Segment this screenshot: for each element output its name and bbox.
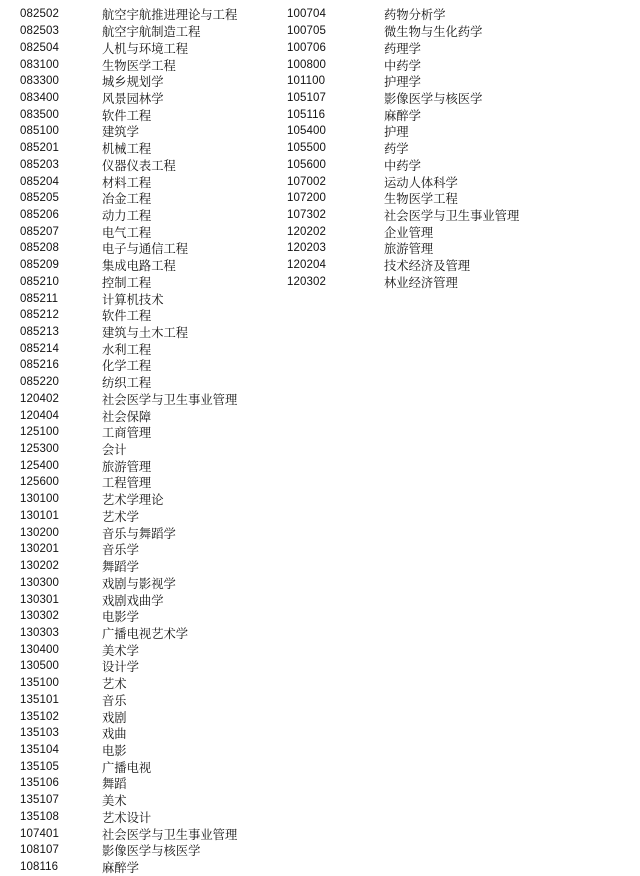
list-item — [20, 842, 237, 859]
list-item — [20, 340, 237, 357]
major-name: 中药学 — [384, 58, 421, 73]
list-item — [20, 56, 237, 73]
major-name: 航空宇航推进理论与工程 — [102, 8, 238, 23]
list-item — [20, 39, 237, 56]
major-code: 085201 — [20, 142, 59, 155]
major-code: 135100 — [20, 677, 59, 690]
list-item — [20, 558, 237, 575]
list-item — [20, 742, 237, 759]
major-code: 130201 — [20, 543, 59, 556]
major-code: 083400 — [20, 91, 59, 104]
major-code: 120202 — [287, 225, 326, 238]
list-item — [287, 56, 519, 73]
major-code: 105600 — [287, 158, 326, 171]
major-code: 083300 — [20, 75, 59, 88]
list-item — [20, 541, 237, 558]
list-item — [20, 274, 237, 291]
major-name: 化学工程 — [102, 359, 152, 374]
major-name: 艺术设计 — [102, 810, 152, 825]
major-code: 135108 — [20, 810, 59, 823]
list-item — [287, 6, 519, 23]
major-code: 082503 — [20, 25, 59, 38]
major-name: 建筑学 — [102, 125, 139, 140]
major-name: 影像医学与核医学 — [384, 91, 483, 106]
list-item — [20, 441, 237, 458]
major-name: 戏曲 — [102, 727, 127, 742]
major-name: 工商管理 — [102, 426, 152, 441]
major-code: 108116 — [20, 861, 59, 874]
list-item — [20, 190, 237, 207]
list-item — [20, 691, 237, 708]
major-name: 社会医学与卫生事业管理 — [102, 392, 238, 407]
major-code: 085210 — [20, 275, 59, 288]
list-item — [287, 223, 519, 240]
major-name: 电子与通信工程 — [102, 242, 189, 257]
list-item — [287, 173, 519, 190]
major-name: 材料工程 — [102, 175, 152, 190]
major-code: 120302 — [287, 275, 326, 288]
major-code: 107002 — [287, 175, 326, 188]
major-code: 130303 — [20, 626, 59, 639]
major-name: 人机与环境工程 — [102, 41, 189, 56]
major-name: 美术 — [102, 794, 127, 809]
list-item — [20, 758, 237, 775]
list-item — [20, 641, 237, 658]
list-item — [20, 508, 237, 525]
major-code: 130302 — [20, 610, 59, 623]
major-name: 运动人体科学 — [384, 175, 458, 190]
major-name: 微生物与生化药学 — [384, 25, 483, 40]
list-item — [20, 357, 237, 374]
list-item — [287, 190, 519, 207]
list-item — [20, 491, 237, 508]
list-item — [20, 257, 237, 274]
major-code: 130500 — [20, 660, 59, 673]
major-name: 药学 — [384, 142, 409, 157]
major-name: 生物医学工程 — [384, 192, 458, 207]
major-code: 083500 — [20, 108, 59, 121]
list-item — [287, 140, 519, 157]
major-code: 085220 — [20, 376, 59, 389]
major-name: 纺织工程 — [102, 376, 152, 391]
major-name: 药物分析学 — [384, 8, 446, 23]
major-name: 风景园林学 — [102, 91, 164, 106]
list-item — [20, 90, 237, 107]
major-code: 125400 — [20, 459, 59, 472]
major-name: 航空宇航制造工程 — [102, 25, 201, 40]
major-name: 旅游管理 — [102, 459, 152, 474]
list-item — [287, 207, 519, 224]
list-item — [20, 173, 237, 190]
major-code: 135105 — [20, 760, 59, 773]
list-item — [20, 140, 237, 157]
major-name: 戏剧戏曲学 — [102, 593, 164, 608]
right-column — [287, 6, 519, 290]
major-code: 130400 — [20, 643, 59, 656]
list-item — [20, 809, 237, 826]
list-item — [287, 123, 519, 140]
major-name: 集成电路工程 — [102, 259, 176, 274]
major-code: 108107 — [20, 844, 59, 857]
major-name: 药理学 — [384, 41, 421, 56]
major-name: 广播电视 — [102, 760, 152, 775]
list-item — [20, 290, 237, 307]
major-name: 水利工程 — [102, 342, 152, 357]
major-name: 会计 — [102, 443, 127, 458]
major-code: 085212 — [20, 309, 59, 322]
list-item — [20, 407, 237, 424]
major-name: 社会医学与卫生事业管理 — [384, 208, 520, 223]
list-item — [20, 675, 237, 692]
list-item — [20, 725, 237, 742]
major-code: 085211 — [20, 292, 59, 305]
major-code: 101100 — [287, 75, 326, 88]
major-name: 影像医学与核医学 — [102, 844, 201, 859]
major-name: 戏剧 — [102, 710, 127, 725]
major-code: 130200 — [20, 526, 59, 539]
major-code: 107302 — [287, 208, 326, 221]
major-name: 中药学 — [384, 158, 421, 173]
major-code: 085206 — [20, 208, 59, 221]
major-name: 社会保障 — [102, 409, 152, 424]
major-name: 城乡规划学 — [102, 75, 164, 90]
major-code: 120204 — [287, 259, 326, 272]
list-item — [20, 240, 237, 257]
left-column — [20, 6, 237, 875]
major-code: 085213 — [20, 326, 59, 339]
major-code: 085203 — [20, 158, 59, 171]
major-name: 舞蹈学 — [102, 560, 139, 575]
major-code: 120404 — [20, 409, 59, 422]
list-item — [20, 524, 237, 541]
major-name: 技术经济及管理 — [384, 259, 471, 274]
major-code: 120402 — [20, 392, 59, 405]
major-code: 125300 — [20, 443, 59, 456]
list-item — [20, 391, 237, 408]
major-name: 工程管理 — [102, 476, 152, 491]
list-item — [20, 223, 237, 240]
list-item — [20, 658, 237, 675]
major-name: 广播电视艺术学 — [102, 626, 189, 641]
major-name: 企业管理 — [384, 225, 434, 240]
major-code: 085207 — [20, 225, 59, 238]
major-name: 社会医学与卫生事业管理 — [102, 827, 238, 842]
major-code: 085208 — [20, 242, 59, 255]
list-item — [287, 73, 519, 90]
major-code: 105500 — [287, 142, 326, 155]
list-item — [20, 207, 237, 224]
list-item — [20, 859, 237, 876]
major-name: 护理 — [384, 125, 409, 140]
major-code: 120203 — [287, 242, 326, 255]
major-code: 135107 — [20, 794, 59, 807]
list-item — [20, 324, 237, 341]
list-item — [20, 123, 237, 140]
major-code: 100704 — [287, 8, 326, 21]
major-code: 135103 — [20, 727, 59, 740]
major-name: 机械工程 — [102, 142, 152, 157]
major-name: 舞蹈 — [102, 777, 127, 792]
major-code: 135104 — [20, 743, 59, 756]
major-name: 动力工程 — [102, 208, 152, 223]
major-code: 135102 — [20, 710, 59, 723]
major-name: 软件工程 — [102, 108, 152, 123]
major-name: 艺术 — [102, 677, 127, 692]
list-item — [287, 106, 519, 123]
major-name: 麻醉学 — [102, 861, 139, 876]
major-name: 艺术学 — [102, 509, 139, 524]
list-item — [20, 708, 237, 725]
major-code: 085205 — [20, 192, 59, 205]
list-item — [20, 457, 237, 474]
major-code: 107200 — [287, 192, 326, 205]
major-name: 软件工程 — [102, 309, 152, 324]
major-code: 085214 — [20, 342, 59, 355]
major-name: 音乐学 — [102, 543, 139, 558]
major-code: 130300 — [20, 576, 59, 589]
list-item — [287, 156, 519, 173]
major-code: 085100 — [20, 125, 59, 138]
major-name: 林业经济管理 — [384, 275, 458, 290]
major-code: 083100 — [20, 58, 59, 71]
list-item — [287, 274, 519, 291]
major-name: 美术学 — [102, 643, 139, 658]
major-name: 冶金工程 — [102, 192, 152, 207]
major-code: 107401 — [20, 827, 59, 840]
list-item — [20, 775, 237, 792]
major-name: 设计学 — [102, 660, 139, 675]
major-name: 生物医学工程 — [102, 58, 176, 73]
list-item — [287, 257, 519, 274]
list-item — [20, 591, 237, 608]
major-name: 艺术学理论 — [102, 493, 164, 508]
major-code: 100705 — [287, 25, 326, 38]
major-code: 085216 — [20, 359, 59, 372]
major-name: 电影学 — [102, 610, 139, 625]
list-item — [287, 23, 519, 40]
major-name: 音乐 — [102, 693, 127, 708]
list-item — [287, 90, 519, 107]
major-code: 130101 — [20, 509, 59, 522]
major-name: 音乐与舞蹈学 — [102, 526, 176, 541]
major-code: 135106 — [20, 777, 59, 790]
list-item — [20, 625, 237, 642]
major-name: 电气工程 — [102, 225, 152, 240]
list-item — [20, 792, 237, 809]
major-code: 135101 — [20, 693, 59, 706]
major-code: 130301 — [20, 593, 59, 606]
list-item — [20, 73, 237, 90]
major-name: 计算机技术 — [102, 292, 164, 307]
major-code: 100706 — [287, 41, 326, 54]
list-item — [20, 106, 237, 123]
list-item — [20, 6, 237, 23]
major-name: 护理学 — [384, 75, 421, 90]
major-code: 105116 — [287, 108, 326, 121]
major-code: 085204 — [20, 175, 59, 188]
list-item — [20, 825, 237, 842]
major-name: 戏剧与影视学 — [102, 576, 176, 591]
major-name: 控制工程 — [102, 275, 152, 290]
major-code: 100800 — [287, 58, 326, 71]
list-item — [20, 374, 237, 391]
list-item — [20, 608, 237, 625]
major-code: 105400 — [287, 125, 326, 138]
list-item — [287, 240, 519, 257]
list-item — [20, 156, 237, 173]
major-code: 105107 — [287, 91, 326, 104]
list-item — [20, 424, 237, 441]
major-code: 085209 — [20, 259, 59, 272]
major-code: 130100 — [20, 493, 59, 506]
major-name: 旅游管理 — [384, 242, 434, 257]
list-item — [20, 574, 237, 591]
major-code: 125100 — [20, 426, 59, 439]
major-code: 125600 — [20, 476, 59, 489]
major-code: 130202 — [20, 560, 59, 573]
major-code: 082504 — [20, 41, 59, 54]
list-item — [20, 474, 237, 491]
major-name: 电影 — [102, 743, 127, 758]
list-item — [287, 39, 519, 56]
major-name: 麻醉学 — [384, 108, 421, 123]
major-code: 082502 — [20, 8, 59, 21]
major-name: 建筑与土木工程 — [102, 326, 189, 341]
list-item — [20, 23, 237, 40]
list-item — [20, 307, 237, 324]
major-name: 仪器仪表工程 — [102, 158, 176, 173]
